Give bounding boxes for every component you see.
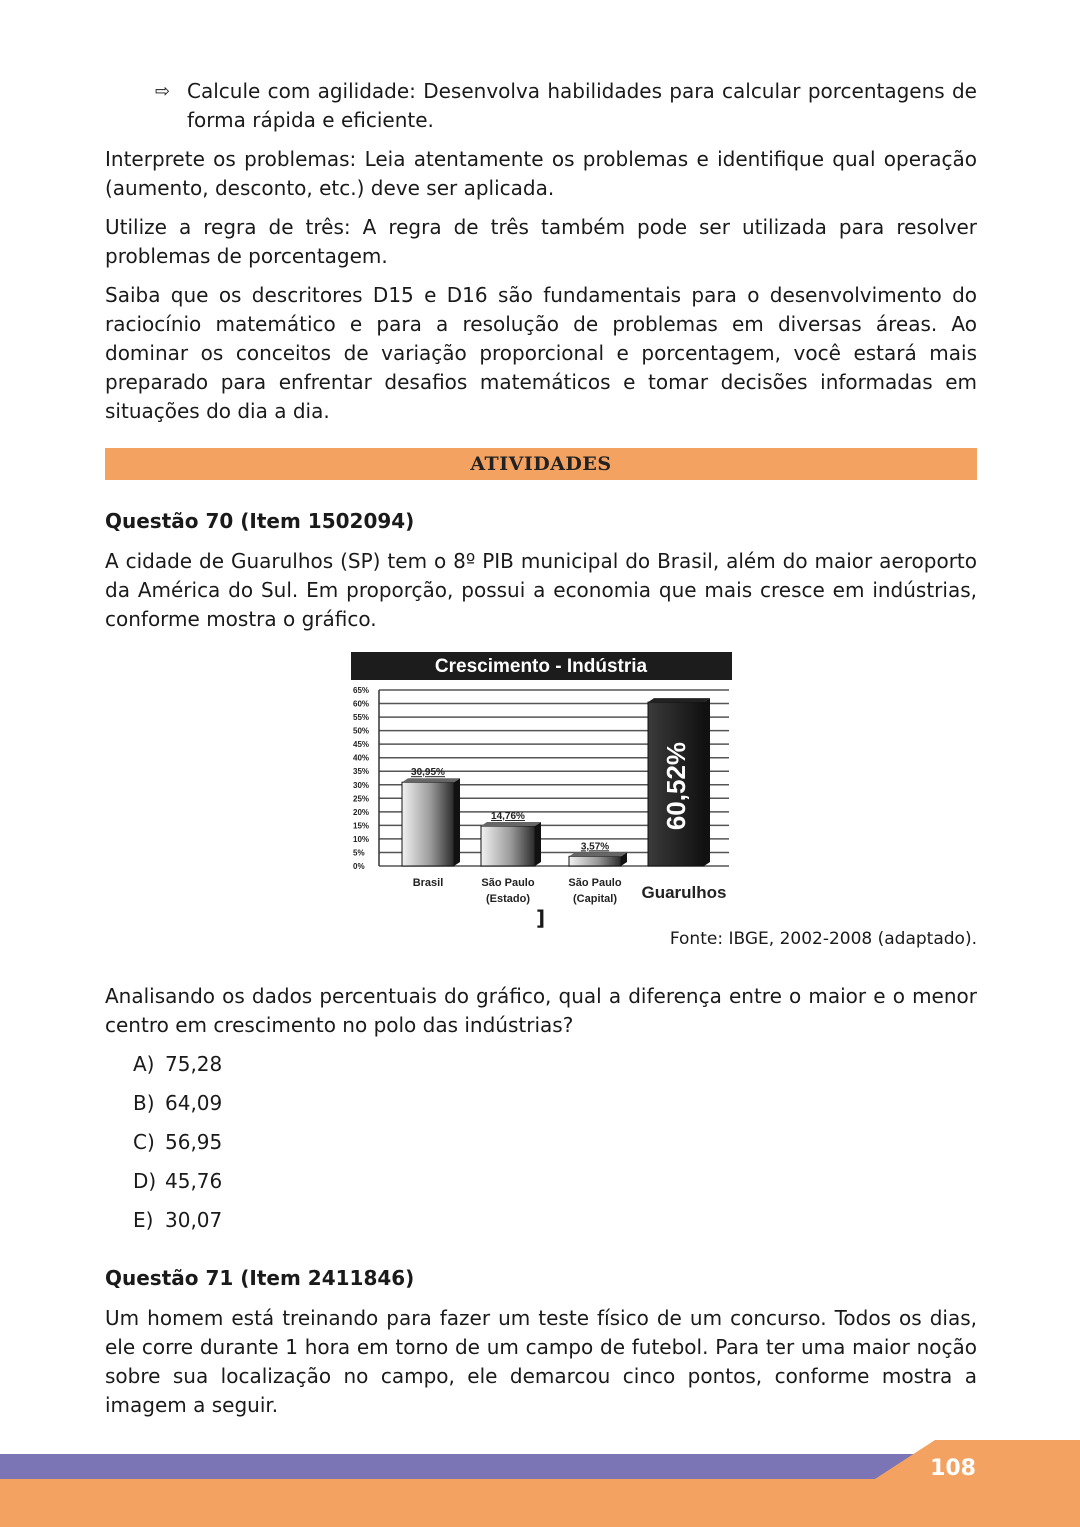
question-70-title: Questão 70 (Item 1502094) bbox=[105, 509, 415, 533]
chart-source: Fonte: IBGE, 2002-2008 (adaptado). bbox=[669, 929, 977, 949]
option-label: C) bbox=[133, 1130, 155, 1154]
value-label-3: 60,52% bbox=[660, 741, 691, 831]
page-number: 108 bbox=[930, 1456, 976, 1481]
option-label: A) bbox=[133, 1052, 155, 1076]
section-title: ATIVIDADES bbox=[470, 453, 612, 475]
category-label-3: Guarulhos bbox=[641, 883, 727, 902]
y-tick-label: 50% bbox=[353, 726, 370, 736]
category-sublabel-1: (Estado) bbox=[486, 893, 530, 905]
question-70-text: A cidade de Guarulhos (SP) tem o 8º PIB municipal do Brasil, além do maior aeroporto da América do Sul. Em proporção, possui a economia que mais cresce em indústrias, conforme mostra o gráfico. bbox=[105, 549, 977, 631]
category-label-2: São Paulo bbox=[568, 877, 622, 889]
y-tick-label: 60% bbox=[353, 699, 370, 709]
option-value: 45,76 bbox=[165, 1169, 223, 1193]
paragraph-descriptors: Saiba que os descritores D15 e D16 são fundamentais para o desenvolvimento do raciocínio matemático e para a resolução de problemas em diversas áreas. Ao dominar os conceitos de variação proporcional e porcentagem, você estará mais preparado para enfrentar desafios matemáticos e tomar decisões informadas em situações do dia a dia. bbox=[105, 283, 977, 423]
value-label-0: 30,95% bbox=[411, 767, 445, 779]
option-e[interactable] bbox=[133, 1206, 222, 1235]
bar-2 bbox=[569, 856, 621, 866]
y-tick-label: 40% bbox=[353, 753, 370, 763]
category-label-1: São Paulo bbox=[481, 877, 535, 889]
option-b[interactable] bbox=[133, 1089, 222, 1118]
page-footer bbox=[0, 1440, 1080, 1527]
option-label: E) bbox=[133, 1208, 154, 1232]
bar-top-2 bbox=[569, 852, 627, 856]
bullet-item bbox=[155, 77, 977, 135]
y-tick-label: 5% bbox=[353, 848, 365, 858]
option-c[interactable] bbox=[133, 1128, 222, 1157]
bar-1 bbox=[481, 826, 535, 866]
option-label: B) bbox=[133, 1091, 155, 1115]
option-value: 30,07 bbox=[165, 1208, 223, 1232]
category-label-0: Brasil bbox=[412, 877, 444, 889]
y-tick-label: 25% bbox=[353, 794, 370, 804]
y-tick-label: 10% bbox=[353, 834, 370, 844]
question-70-prompt: Analisando os dados percentuais do gráfico, qual a diferença entre o maior e o menor centro em crescimento no polo das indústrias? bbox=[105, 984, 977, 1037]
bar-0 bbox=[402, 782, 454, 866]
y-tick-label: 0% bbox=[353, 862, 365, 871]
y-tick-label: 45% bbox=[353, 740, 370, 750]
arrow-right-icon: ⇨ bbox=[155, 81, 171, 102]
paragraph-interpret: Interprete os problemas: Leia atentamente os problemas e identifique qual operação (aumento, desconto, etc.) deve ser aplicada. bbox=[105, 147, 977, 200]
y-tick-label: 20% bbox=[353, 807, 370, 817]
bar-side-0 bbox=[454, 778, 460, 866]
y-tick-label: 65% bbox=[353, 686, 370, 695]
y-tick-label: 30% bbox=[353, 780, 370, 790]
bar-top-3 bbox=[648, 698, 710, 702]
y-tick-label: 15% bbox=[353, 821, 370, 831]
chart-title: Crescimento - Indústria bbox=[434, 656, 648, 677]
option-a[interactable] bbox=[133, 1050, 222, 1079]
option-value: 64,09 bbox=[165, 1091, 223, 1115]
value-label-1: 14,76% bbox=[491, 811, 525, 823]
growth-chart bbox=[351, 652, 733, 932]
category-sublabel-2: (Capital) bbox=[573, 893, 617, 905]
bar-top-1 bbox=[481, 822, 541, 826]
question-71-title: Questão 71 (Item 2411846) bbox=[105, 1266, 415, 1290]
bar-side-1 bbox=[535, 822, 541, 866]
option-value: 75,28 bbox=[165, 1052, 223, 1076]
option-d[interactable] bbox=[133, 1167, 222, 1196]
bar-side-3 bbox=[704, 698, 710, 866]
option-label: D) bbox=[133, 1169, 157, 1193]
footer-orange-band bbox=[0, 1440, 1080, 1527]
paragraph-rule-of-three: Utilize a regra de três: A regra de três também pode ser utilizada para resolver problemas de porcentagem. bbox=[105, 215, 977, 268]
value-label-2: 3,57% bbox=[580, 841, 610, 853]
question-71-text: Um homem está treinando para fazer um teste físico de um concurso. Todos os dias, ele corre durante 1 hora em torno de um campo de futebol. Para ter uma maior noção sobre sua localização no campo, ele demarcou cinco pontos, conforme mostra a imagem a seguir. bbox=[105, 1306, 977, 1417]
section-band bbox=[105, 448, 977, 480]
y-tick-label: 55% bbox=[353, 713, 370, 723]
bullet-text: Calcule com agilidade: Desenvolva habilidades para calcular porcentagens de forma rápida e eficiente. bbox=[187, 79, 977, 132]
stray-bracket: ] bbox=[536, 906, 546, 930]
bar-top-0 bbox=[402, 778, 460, 782]
y-tick-label: 35% bbox=[353, 767, 370, 777]
option-value: 56,95 bbox=[165, 1130, 223, 1154]
